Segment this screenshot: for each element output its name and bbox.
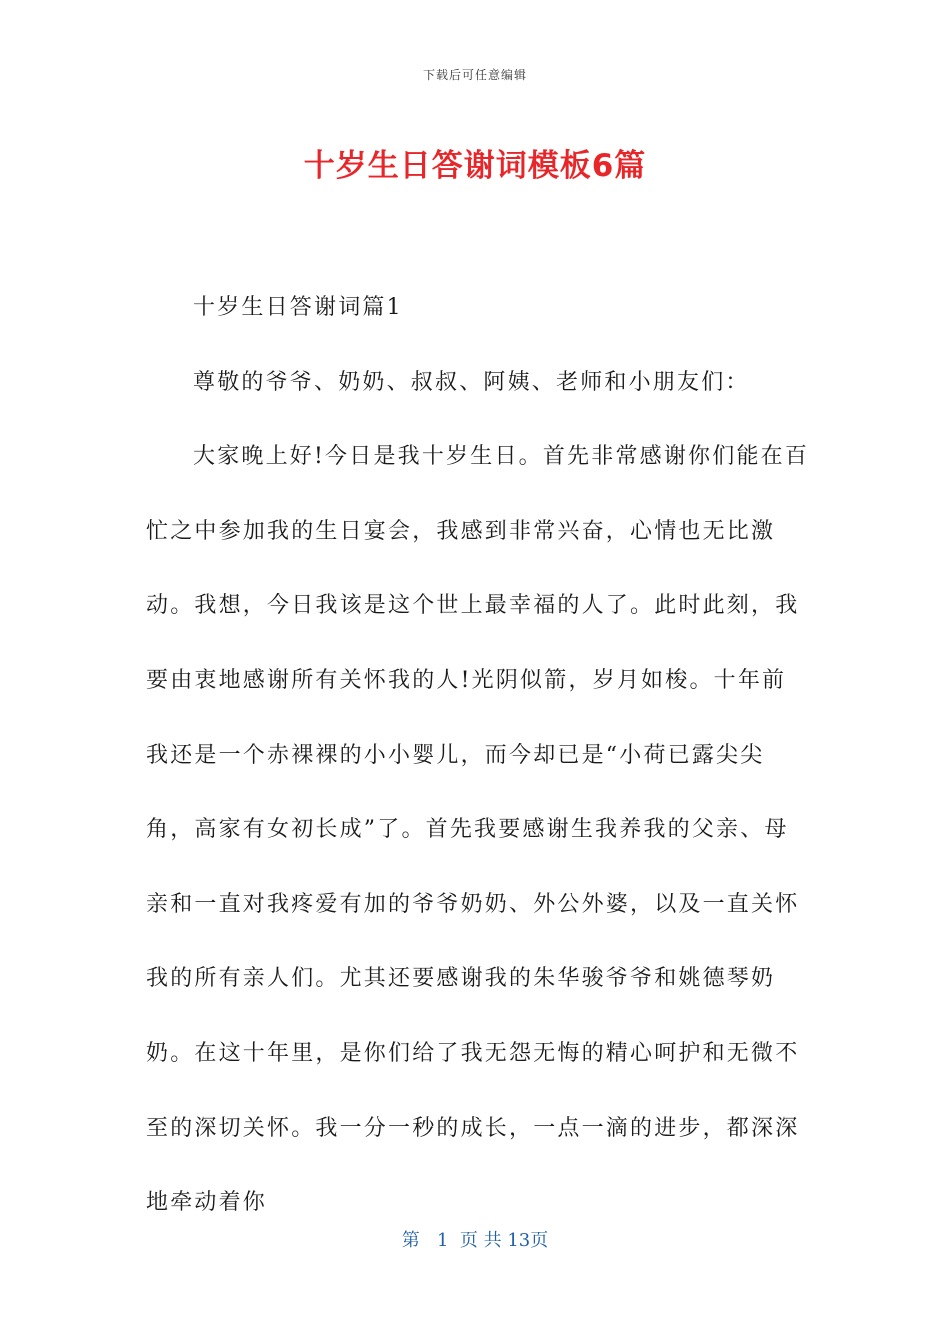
- section-heading: 十岁生日答谢词篇1: [193, 295, 403, 320]
- document-body: [146, 271, 810, 1241]
- page-footer: [0, 1226, 950, 1252]
- footer-prefix: 第: [401, 1230, 420, 1251]
- current-page-number: 1: [436, 1230, 449, 1251]
- total-pages-number: 13: [507, 1230, 531, 1251]
- footer-middle: 页 共: [459, 1230, 502, 1251]
- document-title: 十岁生日答谢词模板6篇: [303, 148, 647, 184]
- footer-suffix: 页: [530, 1230, 549, 1251]
- body-paragraph: 大家晚上好!今日是我十岁生日。首先非常感谢你们能在百忙之中参加我的生日宴会，我感到非常兴奋，心情也无比激动。我想，今日我该是这个世上最幸福的人了。此时此刻，我要由衷地感谢所有关怀我的人!光阴似箭，岁月如梭。十年前我还是一个赤裸裸的小小婴儿，而今却已是“小荷已露尖尖角，高家有女初长成”了。首先我要感谢生我养我的父亲、母亲和一直对我疼爱有加的爷爷奶奶、外公外婆，以及一直关怀我的所有亲人们。尤其还要感谢我的朱华骏爷爷和姚德琴奶奶。在这十年里，是你们给了我无怨无悔的精心呵护和无微不至的深切关怀。我一分一秒的成长，一点一滴的进步，都深深地牵动着你: [146, 444, 810, 1216]
- greeting-paragraph: 尊敬的爷爷、奶奶、叔叔、阿姨、老师和小朋友们：: [193, 369, 750, 395]
- page-header-note: 下载后可任意编辑: [422, 68, 527, 82]
